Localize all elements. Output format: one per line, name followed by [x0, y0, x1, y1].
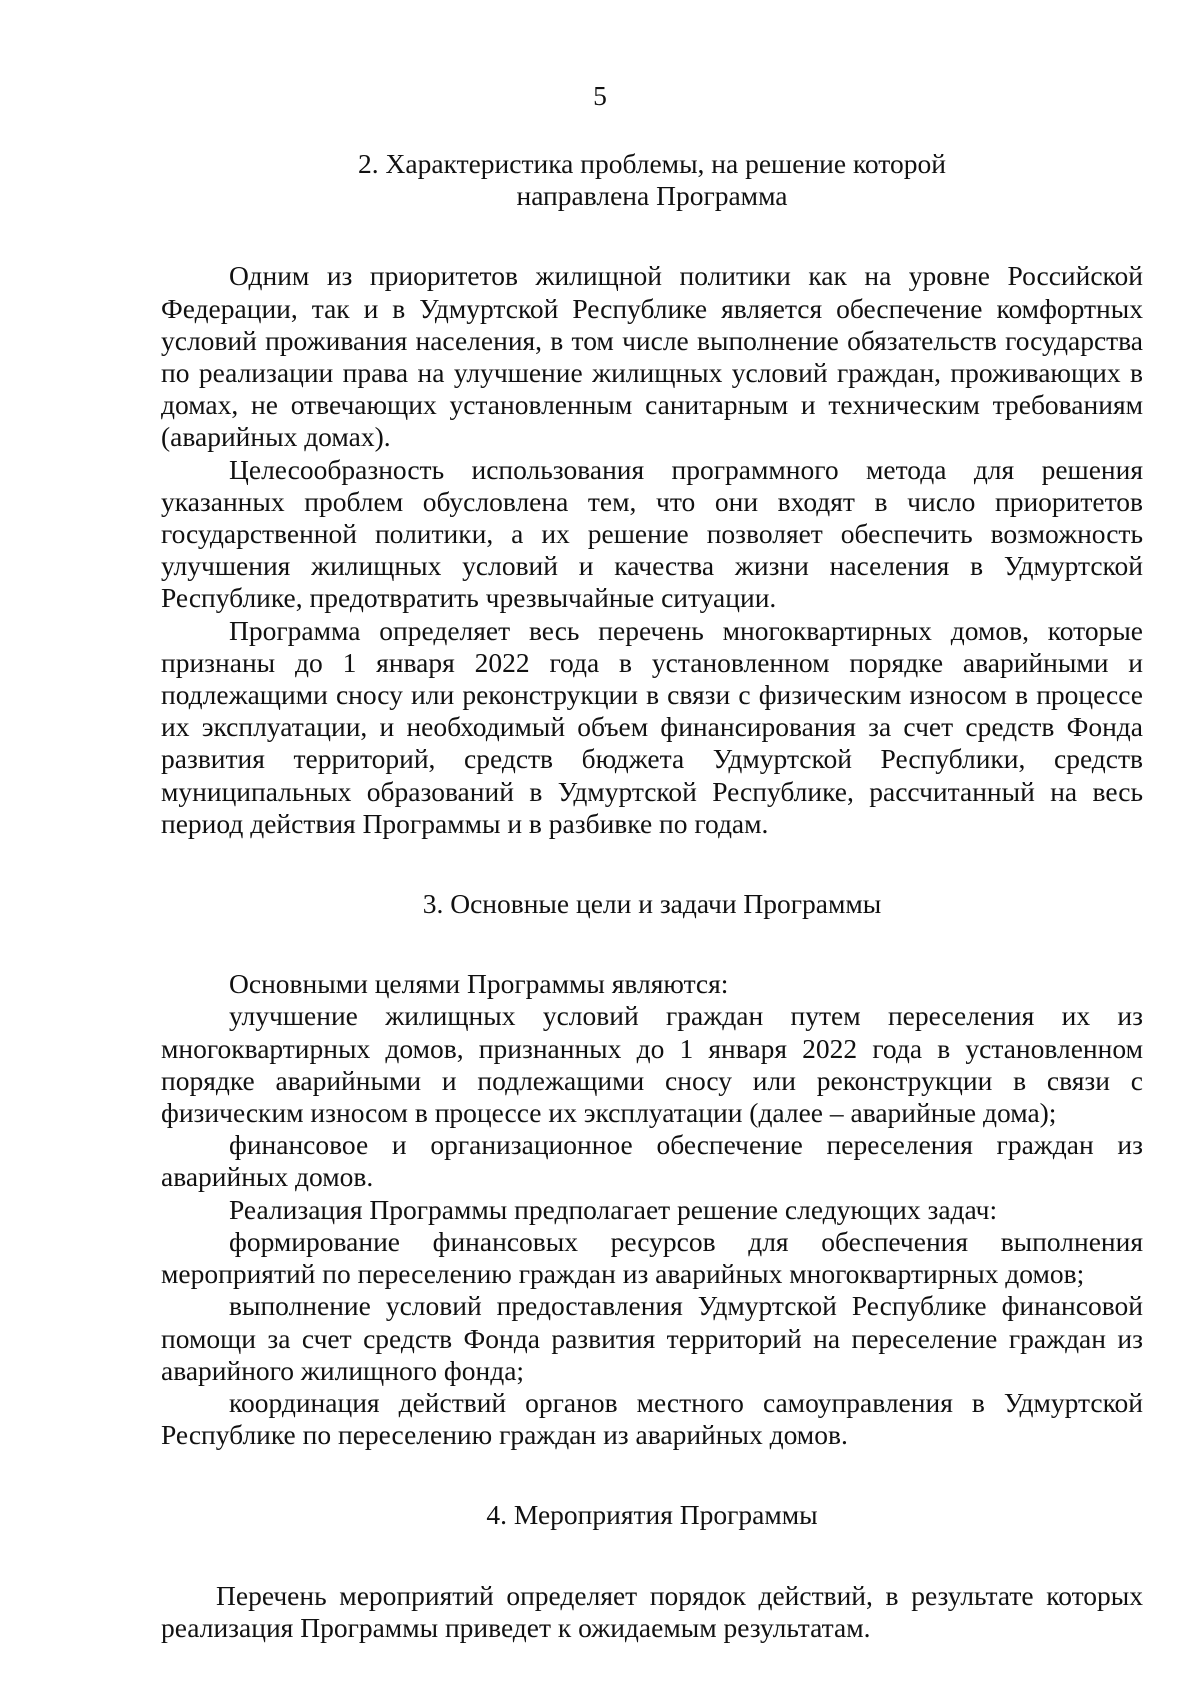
section-4-paragraph-1: Перечень мероприятий определяет порядок действий, в результате которых реализация Программы приведет к ожидаемым результатам. — [161, 1579, 1143, 1643]
section-3-paragraph-1: Основными целями Программы являются: — [229, 968, 729, 1000]
page-number: 5 — [593, 80, 607, 111]
section-2-title-line-2: направлена Программа — [516, 180, 788, 212]
section-2-paragraph-3: Программа определяет весь перечень многоквартирных домов, которые признаны до 1 января 2022 года в установленном порядке аварийными и подлежащими сносу или реконструкции в связи с физическим износом в процессе их эксплуатации, и необходимый объем финансирования за счет средств Фонда развития территорий, средств бюджета Удмуртской Республики, средств муниципальных образований в Удмуртской Республике, рассчитанный на весь период действия Программы и в разбивке по годам. — [161, 614, 1143, 839]
section-3-paragraph-5: формирование финансовых ресурсов для обеспечения выполнения мероприятий по переселению граждан из аварийных многоквартирных домов; — [161, 1225, 1143, 1290]
section-3-paragraph-3: финансовое и организационное обеспечение переселения граждан из аварийных домов. — [161, 1129, 1143, 1193]
section-4-title: 4. Мероприятия Программы — [486, 1499, 818, 1531]
section-3-paragraph-2: улучшение жилищных условий граждан путем переселения их из многоквартирных домов, признанных до 1 января 2022 года в установленном порядке аварийными и подлежащими сносу или реконструкции в связи с физическим износом в процессе их эксплуатации (далее – аварийные дома); — [161, 1000, 1143, 1129]
section-2-body — [161, 260, 1143, 840]
section-3-paragraph-4: Реализация Программы предполагает решение следующих задач: — [229, 1193, 998, 1225]
section-3-body — [161, 968, 1143, 1451]
section-2-title-line-1: 2. Характеристика проблемы, на решение которой — [358, 148, 946, 179]
section-2-paragraph-2: Целесообразность использования программного метода для решения указанных проблем обусловлена тем, что они входят в число приоритетов государственной политики, а их решение позволяет обеспечить возможность улучшения жилищных условий и качества жизни населения в Удмуртской Республике, предотвратить чрезвычайные ситуации. — [161, 453, 1143, 614]
section-2-title — [161, 148, 1143, 212]
section-2-paragraph-1: Одним из приоритетов жилищной политики как на уровне Российской Федерации, так и в Удмуртской Республике является обеспечение комфортных условий проживания населения, в том числе выполнение обязательств государства по реализации права на улучшение жилищных условий граждан, проживающих в домах, не отвечающих установленным санитарным и техническим требованиям (аварийных домах). — [161, 260, 1143, 453]
section-3-title: 3. Основные цели и задачи Программы — [422, 888, 882, 920]
document-body — [161, 148, 1143, 1644]
section-3-paragraph-6: выполнение условий предоставления Удмуртской Республике финансовой помощи за счет средств Фонда развития территорий на переселение граждан из аварийного жилищного фонда; — [161, 1290, 1143, 1386]
section-4-body — [161, 1580, 1143, 1644]
section-3-paragraph-7: координация действий органов местного самоуправления в Удмуртской Республике по переселению граждан из аварийных домов. — [161, 1386, 1143, 1451]
